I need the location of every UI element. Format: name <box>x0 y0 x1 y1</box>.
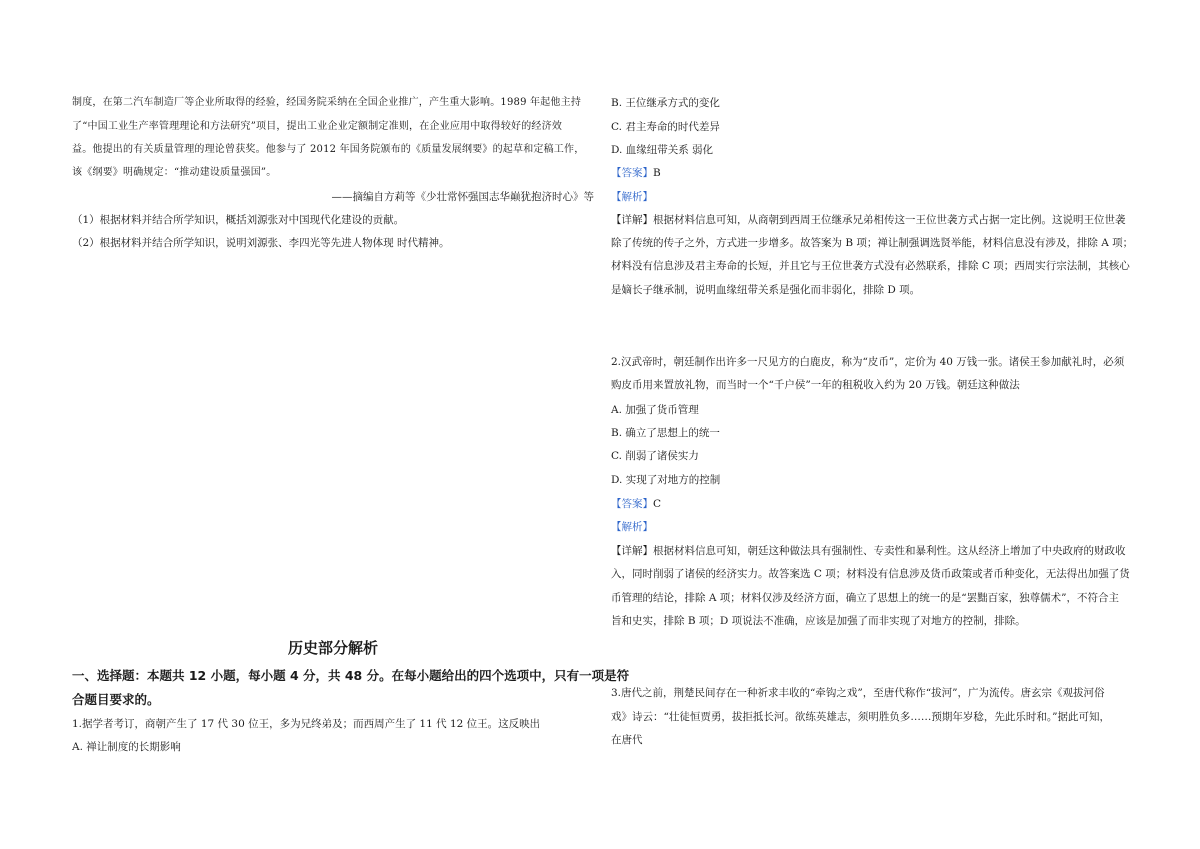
q2-answer <box>611 497 661 511</box>
q1-detail-line: 除了传统的传子之外，方式进一步增多。故答案为 B 项；禅让制强调选贤举能，材料信息没有涉及，排除 A 项； <box>611 237 1134 249</box>
answer-value: C <box>653 498 662 510</box>
q1-detail-line: 材料没有信息涉及君主寿命的长短，并且它与王位世袭方式没有必然联系，排除 C 项；西周实行宗法制，其核心 <box>611 260 1130 272</box>
q2-option-a: A. 加强了货币管理 <box>611 404 699 416</box>
q1-detail-line: 是嫡长子继承制，说明血缘纽带关系是强化而非弱化，排除 D 项。 <box>611 284 921 296</box>
question-2-prompt: （2）根据材料并结合所学知识，说明刘源张、李四光等先进人物体现 时代精神。 <box>72 237 450 249</box>
q2-stem: 2.汉武帝时，朝廷制作出许多一尺见方的白鹿皮，称为“皮币”，定价为 40 万钱一张。诸侯王参加献礼时，必须 <box>611 356 1125 368</box>
detail-tag: 【详解】 <box>611 214 653 226</box>
q2-detail-line: 旨和史实，排除 B 项；D 项说法不准确，应该是加强了而非实现了对地方的控制，排除。 <box>611 615 1026 627</box>
q1-analysis-tag: 【解析】 <box>611 191 653 203</box>
q1-detail-line <box>611 213 1126 227</box>
q1-option-a: A. 禅让制度的长期影响 <box>72 741 181 753</box>
section-heading-cont: 合题目要求的。 <box>72 692 160 707</box>
q2-stem: 购皮币用来置放礼物，而当时一个“千户侯”一年的租税收入约为 20 万钱。朝廷这种做法 <box>611 379 1020 391</box>
material-line: 该《纲要》明确规定：“推动建设质量强国”。 <box>72 167 277 178</box>
page-title: 历史部分解析 <box>287 639 378 657</box>
q2-detail-line <box>611 544 1126 558</box>
q2-option-c: C. 削弱了诸侯实力 <box>611 450 699 462</box>
q3-stem: 在唐代 <box>611 734 643 746</box>
question-1-prompt: （1）根据材料并结合所学知识，概括刘源张对中国现代化建设的贡献。 <box>72 214 405 226</box>
answer-tag: 【答案】 <box>611 498 653 510</box>
q3-stem: 戏》诗云：“壮徒恒贾勇，拔拒抵长河。欲练英雄志，须明胜负多……预期年岁稔，先此乐时和。”据此可知， <box>611 711 1110 723</box>
detail-text: 根据材料信息可知，从商朝到西周王位继承兄弟相传这一王位世袭方式占据一定比例。这说明王位世袭 <box>653 214 1126 226</box>
q2-option-b: B. 确立了思想上的统一 <box>611 427 720 439</box>
q2-detail-line: 入，同时削弱了诸侯的经济实力。故答案选 C 项；材料没有信息涉及货币政策或者币种变化，无法得出加强了货 <box>611 568 1130 580</box>
answer-value: B <box>653 167 661 179</box>
q2-option-d: D. 实现了对地方的控制 <box>611 474 721 486</box>
detail-tag: 【详解】 <box>611 545 653 557</box>
q1-option-d: D. 血缘纽带关系 弱化 <box>611 144 714 156</box>
source-citation: ——摘编自方莉等《少壮常怀强国志华巅犹抱济时心》等 <box>331 191 594 203</box>
material-line: 益。他提出的有关质量管理的理论曾获奖。他参与了 2012 年国务院颁布的《质量发展纲要》的起草和定稿工作， <box>72 144 585 155</box>
section-heading: 一、选择题：本题共 12 小题，每小题 4 分，共 48 分。在每小题给出的四个选项中，只有一项是符 <box>72 668 630 683</box>
q2-analysis-tag: 【解析】 <box>611 521 653 533</box>
q1-option-c: C. 君主寿命的时代差异 <box>611 121 720 133</box>
material-line: 了“中国工业生产率管理理论和方法研究”项目，提出工业企业定额制定准则，在企业应用中取得较好的经济效 <box>72 121 563 132</box>
material-line: 制度，在第二汽车制造厂等企业所取得的经验，经国务院采纳在全国企业推广，产生重大影响。1989 年起他主持 <box>72 97 582 108</box>
q1-stem: 1.据学者考订，商朝产生了 17 代 30 位王，多为兄终弟及；而西周产生了 11 代 12 位王。这反映出 <box>72 718 541 730</box>
answer-tag: 【答案】 <box>611 167 653 179</box>
detail-text: 根据材料信息可知，朝廷这种做法具有强制性、专卖性和暴利性。这从经济上增加了中央政府的财政收 <box>653 545 1126 557</box>
q3-stem: 3.唐代之前，荆楚民间存在一种祈求丰收的“牵钩之戏”，至唐代称作“拔河”，广为流传。唐玄宗《观拔河俗 <box>611 687 1105 699</box>
q2-detail-line: 币管理的结论，排除 A 项；材料仅涉及经济方面，确立了思想上的统一的是“罢黜百家，独尊儒术”，不符合主 <box>611 592 1119 604</box>
q1-answer <box>611 166 661 180</box>
q1-option-b: B. 王位继承方式的变化 <box>611 97 720 109</box>
